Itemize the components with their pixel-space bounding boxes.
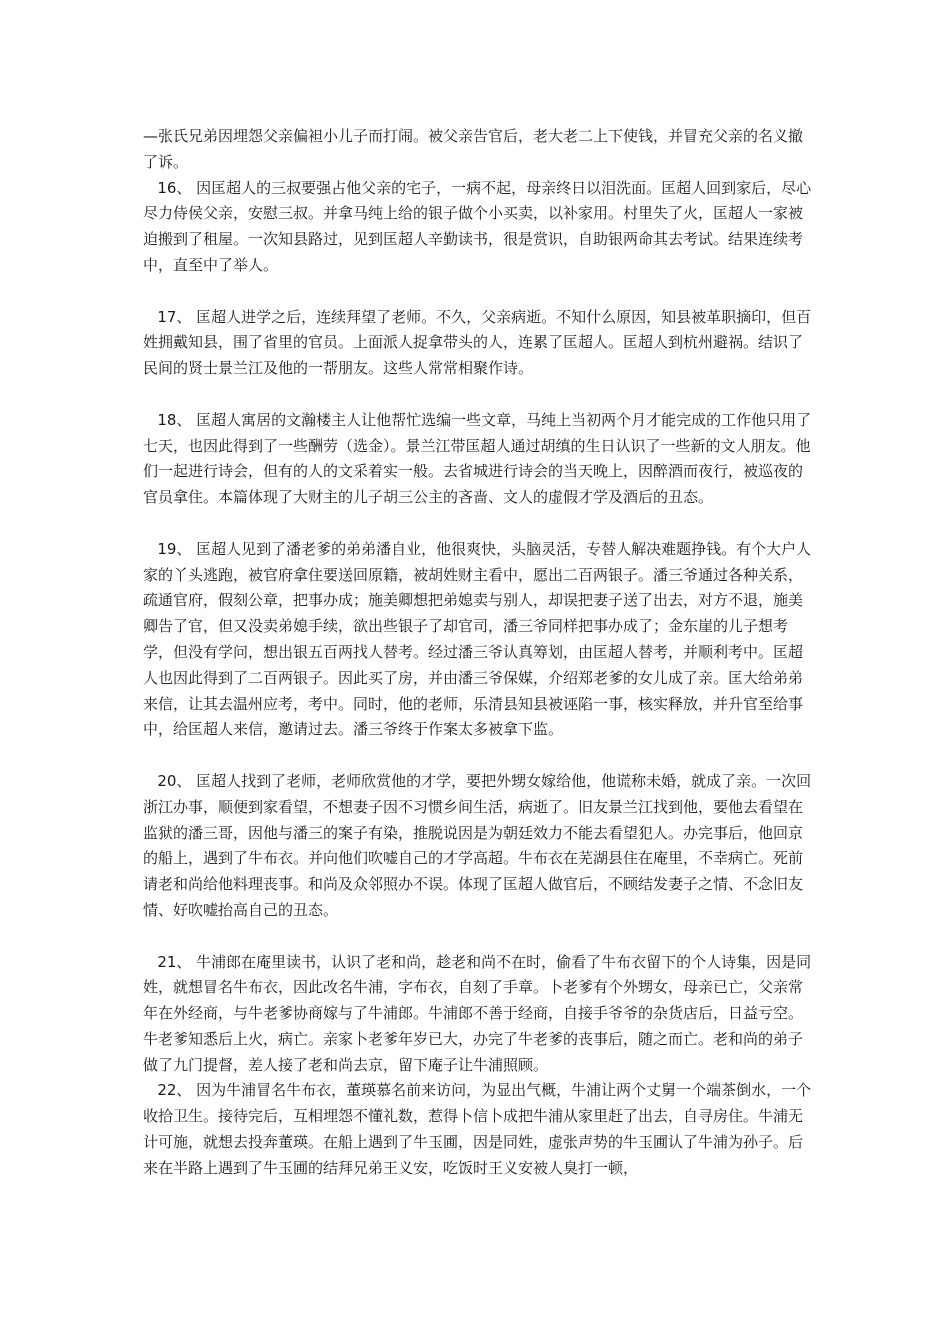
document-page [143,124,813,1182]
paragraph-spacer [143,511,813,537]
paragraph-22: 22、 因为牛浦冒名牛布衣，董瑛慕名前来访问，为显出气概，牛浦让两个丈舅一个端茶倒水，一个收拾卫生。接待完后，互相埋怨不懂礼数，惹得卜信卜成把牛浦从家里赶了出去，自寻房住。牛浦无计可施，就想去投奔董瑛。在船上遇到了牛玉圃，因是同姓，虚张声势的牛玉圃认了牛浦为孙子。后来在半路上遇到了牛玉圃的结拜兄弟王义安，吃饭时王义安被人臭打一顿， [143,1081,812,1177]
paragraph-17: 17、 匡超人进学之后，连续拜望了老师。不久，父亲病逝。不知什么原因，知县被革职摘印，但百姓拥戴知县，围了省里的官员。上面派人捉拿带头的人，连累了匡超人。匡超人到杭州避祸。结识了民间的贤士景兰江及他的一帮朋友。这些人常常相聚作诗。 [143,307,812,378]
paragraph-spacer [143,924,813,950]
paragraph-spacer [143,279,813,305]
paragraph-18: 18、 匡超人寓居的文瀚楼主人让他帮忙选编一些文章，马纯上当初两个月才能完成的工作他只用了七天，也因此得到了一些酬劳（选金）。景兰江带匡超人通过胡缜的生日认识了一些新的文人朋友。他们一起进行诗会，但有的人的文采着实一般。去省城进行诗会的当天晚上，因醉酒而夜行，被巡夜的官员拿住。本篇体现了大财主的儿子胡三公主的吝啬、文人的虚假才学及酒后的丑态。 [143,410,812,507]
paragraph-20: 20、 匡超人找到了老师，老师欣赏他的才学，要把外甥女嫁给他，他谎称未婚，就成了亲。一次回浙江办事，顺便到家看望，不想妻子因不习惯乡间生活，病逝了。旧友景兰江找到他，要他去看望在监狱的潘三哥，因他与潘三的案子有染，推脱说因是为朝廷效力不能去看望犯人。办完事后，他回京的船上，遇到了牛布衣。并向他们吹嘘自己的才学高超。牛布衣在芜湖县住在庵里，不幸病亡。死前请老和尚给他料理丧事。和尚及众邻照办不误。体现了匡超人做官后，不顾结发妻子之情、不念旧友情、好吹嘘抬高自己的丑态。 [143,771,812,919]
paragraph-21: 21、 牛浦郎在庵里读书，认识了老和尚，趁老和尚不在时，偷看了牛布衣留下的个人诗集，因是同姓，就想冒名牛布衣，因此改名牛浦，字布衣，自刻了手章。卜老爹有个外甥女，母亲已亡，父亲常年在外经商，与牛老爹协商嫁与了牛浦郎。牛浦郎不善于经商，自接手爷爷的杂货店后，日益亏空。牛老爹知悉后上火，病亡。亲家卜老爹年岁已大，办完了牛老爹的丧事后，随之而亡。老和尚的弟子做了九门提督，差人接了老和尚去京，留下庵子让牛浦照顾。 [143,952,812,1074]
paragraph-19: 19、 匡超人见到了潘老爹的弟弟潘自业，他很爽快，头脑灵活，专替人解决难题挣钱。有个大户人家的丫头逃跑，被官府拿住要送回原籍，被胡姓财主看中，愿出二百两银子。潘三爷通过各种关系，疏通官府，假刻公章，把事办成；施美卿想把弟媳卖与别人，却误把妻子送了出去，对方不退，施美卿告了官，但又没卖弟媳手续，欲出些银子了却官司，潘三爷同样把事办成了；金东崖的儿子想考学，但没有学问，想出银五百两找人替考。经过潘三爷认真筹划，由匡超人替考，并顺利考中。匡超人也因此得到了二百两银子。因此买了房，并由潘三爷保媒，介绍郑老爹的女儿成了亲。匡大给弟弟来信，让其去温州应考，考中。同时，他的老师，乐清县知县被诬陷一事，核实释放，并升官至给事中，给匡超人来信，邀请过去。潘三爷终于作案太多被拿下监。 [143,539,812,739]
paragraph-spacer [143,743,813,769]
paragraph-16: 16、 因匡超人的三叔要强占他父亲的宅子，一病不起，母亲终日以泪洗面。匡超人回到家后，尽心尽力侍侯父亲，安慰三叔。并拿马纯上给的银子做个小买卖，以补家用。村里失了火，匡超人一家被迫搬到了租屋。一次知县路过，见到匡超人辛勤读书，很是赏识，自助银两命其去考试。结果连续考中，直至中了举人。 [143,178,812,274]
paragraph-spacer [143,382,813,408]
paragraph-continuation: —张氏兄弟因埋怨父亲偏袒小儿子而打闹。被父亲告官后，老大老二上下使钱，并冒充父亲的名义撤了诉。 [143,127,804,171]
